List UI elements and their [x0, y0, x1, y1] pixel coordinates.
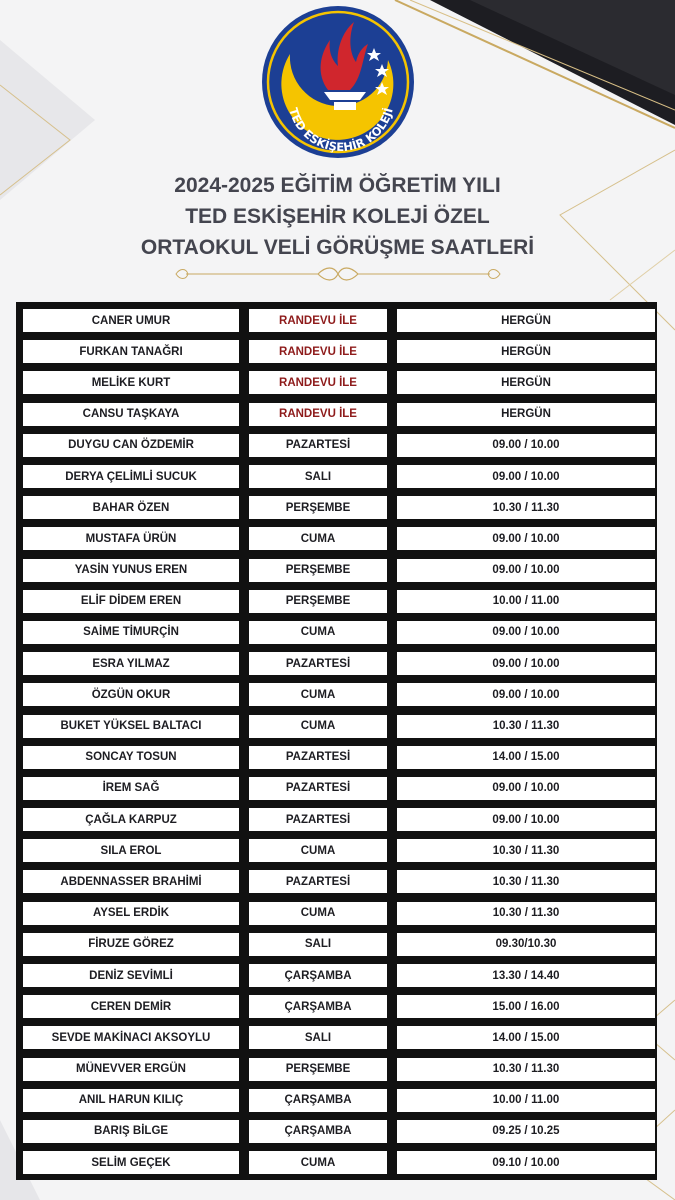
- day-cell: ÇARŞAMBA: [249, 964, 387, 987]
- day-cell: ÇARŞAMBA: [249, 1120, 387, 1143]
- table-row: [18, 305, 655, 336]
- teacher-name-cell: CANSU TAŞKAYA: [23, 403, 239, 426]
- day-cell: PAZARTESİ: [249, 434, 387, 457]
- table-row: [18, 336, 655, 367]
- time-cell: 10.30 / 11.30: [397, 902, 655, 925]
- table-row: [18, 866, 655, 897]
- teacher-name-cell: AYSEL ERDİK: [23, 902, 239, 925]
- time-cell: 09.00 / 10.00: [397, 777, 655, 800]
- teacher-name-cell: ÇAĞLA KARPUZ: [23, 808, 239, 831]
- time-cell: 09.00 / 10.00: [397, 465, 655, 488]
- time-cell: 14.00 / 15.00: [397, 746, 655, 769]
- table-row: [18, 492, 655, 523]
- table-row: [18, 461, 655, 492]
- day-cell: CUMA: [249, 715, 387, 738]
- teacher-name-cell: FİRUZE GÖREZ: [23, 933, 239, 956]
- day-cell: SALI: [249, 465, 387, 488]
- table-row: [18, 523, 655, 554]
- time-cell: 09.00 / 10.00: [397, 559, 655, 582]
- time-cell: 10.30 / 11.30: [397, 870, 655, 893]
- time-cell: HERGÜN: [397, 309, 655, 332]
- teacher-name-cell: SILA EROL: [23, 839, 239, 862]
- table-row: [18, 1022, 655, 1053]
- day-cell: CUMA: [249, 527, 387, 550]
- logo-text: TED ESKİŞEHİR KOLEJİ: [286, 106, 396, 155]
- teacher-name-cell: ÖZGÜN OKUR: [23, 683, 239, 706]
- time-cell: 09.30/10.30: [397, 933, 655, 956]
- day-cell: RANDEVU İLE: [249, 403, 387, 426]
- teacher-name-cell: SELİM GEÇEK: [23, 1151, 239, 1174]
- day-cell: SALI: [249, 933, 387, 956]
- teacher-name-cell: CEREN DEMİR: [23, 995, 239, 1018]
- time-cell: 10.30 / 11.30: [397, 1058, 655, 1081]
- title-line-3: ORTAOKUL VELİ GÖRÜŞME SAATLERİ: [140, 236, 535, 259]
- day-cell: SALI: [249, 1026, 387, 1049]
- time-cell: 09.00 / 10.00: [397, 527, 655, 550]
- table-row: [18, 1116, 655, 1147]
- day-cell: RANDEVU İLE: [249, 309, 387, 332]
- teacher-name-cell: BARIŞ BİLGE: [23, 1120, 239, 1143]
- day-cell: CUMA: [249, 683, 387, 706]
- table-row: [18, 898, 655, 929]
- time-cell: 14.00 / 15.00: [397, 1026, 655, 1049]
- day-cell: PAZARTESİ: [249, 746, 387, 769]
- teacher-name-cell: MELİKE KURT: [23, 371, 239, 394]
- table-row: [18, 710, 655, 741]
- time-cell: 10.30 / 11.30: [397, 715, 655, 738]
- day-cell: ÇARŞAMBA: [249, 1089, 387, 1112]
- teacher-name-cell: DENİZ SEVİMLİ: [23, 964, 239, 987]
- day-cell: CUMA: [249, 621, 387, 644]
- table-row: [18, 367, 655, 398]
- table-row: [18, 929, 655, 960]
- teacher-name-cell: MÜNEVVER ERGÜN: [23, 1058, 239, 1081]
- time-cell: 09.00 / 10.00: [397, 808, 655, 831]
- teacher-name-cell: ANIL HARUN KILIÇ: [23, 1089, 239, 1112]
- table-row: [18, 1085, 655, 1116]
- teacher-name-cell: FURKAN TANAĞRI: [23, 340, 239, 363]
- time-cell: 10.00 / 11.00: [397, 590, 655, 613]
- time-cell: HERGÜN: [397, 371, 655, 394]
- day-cell: PERŞEMBE: [249, 1058, 387, 1081]
- teacher-name-cell: BUKET YÜKSEL BALTACI: [23, 715, 239, 738]
- teacher-name-cell: İREM SAĞ: [23, 777, 239, 800]
- day-cell: PERŞEMBE: [249, 496, 387, 519]
- table-row: [18, 804, 655, 835]
- day-cell: CUMA: [249, 1151, 387, 1174]
- table-row: [18, 742, 655, 773]
- teacher-name-cell: ABDENNASSER BRAHİMİ: [23, 870, 239, 893]
- table-row: [18, 648, 655, 679]
- table-row: [18, 617, 655, 648]
- time-cell: HERGÜN: [397, 340, 655, 363]
- table-row: [18, 960, 655, 991]
- time-cell: 13.30 / 14.40: [397, 964, 655, 987]
- table-row: [18, 835, 655, 866]
- table-row: [18, 991, 655, 1022]
- table-row: [18, 1147, 655, 1178]
- day-cell: RANDEVU İLE: [249, 340, 387, 363]
- meeting-schedule-table: [16, 302, 657, 1180]
- time-cell: 10.30 / 11.30: [397, 839, 655, 862]
- day-cell: PAZARTESİ: [249, 870, 387, 893]
- teacher-name-cell: ELİF DİDEM EREN: [23, 590, 239, 613]
- time-cell: 10.00 / 11.00: [397, 1089, 655, 1112]
- table-row: [18, 1054, 655, 1085]
- teacher-name-cell: SONCAY TOSUN: [23, 746, 239, 769]
- time-cell: 15.00 / 16.00: [397, 995, 655, 1018]
- time-cell: 09.10 / 10.00: [397, 1151, 655, 1174]
- title-line-2: TED ESKİŞEHİR KOLEJİ ÖZEL: [185, 205, 490, 228]
- teacher-name-cell: MUSTAFA ÜRÜN: [23, 527, 239, 550]
- day-cell: CUMA: [249, 839, 387, 862]
- time-cell: 09.00 / 10.00: [397, 621, 655, 644]
- teacher-name-cell: SEVDE MAKİNACI AKSOYLU: [23, 1026, 239, 1049]
- day-cell: PERŞEMBE: [249, 559, 387, 582]
- page-title: [0, 170, 675, 263]
- day-cell: PAZARTESİ: [249, 808, 387, 831]
- day-cell: PAZARTESİ: [249, 777, 387, 800]
- teacher-name-cell: ESRA YILMAZ: [23, 652, 239, 675]
- day-cell: RANDEVU İLE: [249, 371, 387, 394]
- divider-ornament: [168, 264, 508, 284]
- time-cell: 09.25 / 10.25: [397, 1120, 655, 1143]
- teacher-name-cell: YASİN YUNUS EREN: [23, 559, 239, 582]
- day-cell: PAZARTESİ: [249, 652, 387, 675]
- table-row: [18, 430, 655, 461]
- time-cell: 09.00 / 10.00: [397, 434, 655, 457]
- table-row: [18, 773, 655, 804]
- school-logo: [258, 2, 418, 162]
- table-row: [18, 586, 655, 617]
- title-line-1: 2024-2025 EĞİTİM ÖĞRETİM YILI: [174, 174, 501, 197]
- day-cell: PERŞEMBE: [249, 590, 387, 613]
- time-cell: 09.00 / 10.00: [397, 652, 655, 675]
- teacher-name-cell: DERYA ÇELİMLİ SUCUK: [23, 465, 239, 488]
- day-cell: ÇARŞAMBA: [249, 995, 387, 1018]
- day-cell: CUMA: [249, 902, 387, 925]
- teacher-name-cell: BAHAR ÖZEN: [23, 496, 239, 519]
- time-cell: 09.00 / 10.00: [397, 683, 655, 706]
- time-cell: 10.30 / 11.30: [397, 496, 655, 519]
- teacher-name-cell: CANER UMUR: [23, 309, 239, 332]
- table-row: [18, 555, 655, 586]
- table-row: [18, 679, 655, 710]
- time-cell: HERGÜN: [397, 403, 655, 426]
- teacher-name-cell: SAİME TİMURÇİN: [23, 621, 239, 644]
- teacher-name-cell: DUYGU CAN ÖZDEMİR: [23, 434, 239, 457]
- table-row: [18, 399, 655, 430]
